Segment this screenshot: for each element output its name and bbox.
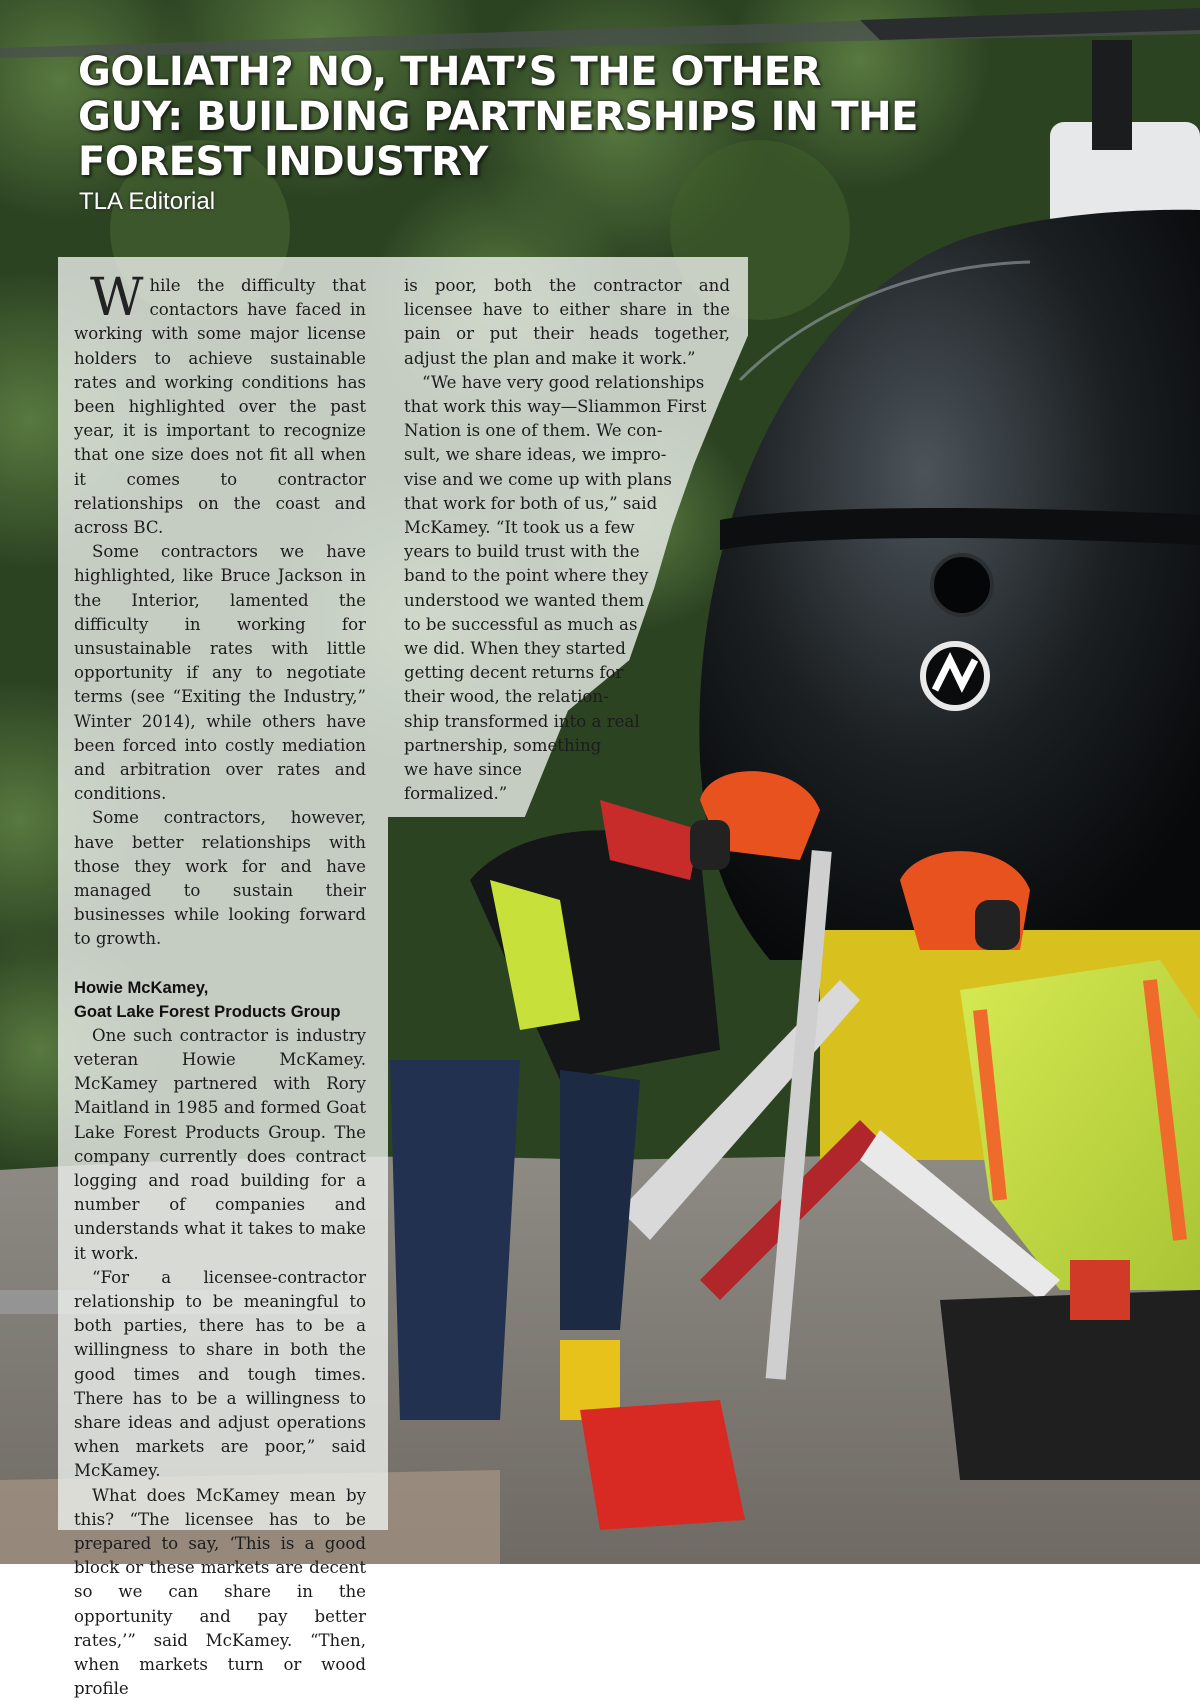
paragraph-8: [404, 371, 730, 807]
article-headline: GOLIATH? NO, THAT’S THE OTHER GUY: BUILDING PARTNERSHIPS IN THE FOREST INDUSTRY: [78, 49, 918, 185]
subhead-company: Goat Lake Forest Products Group: [74, 1001, 341, 1021]
quote-line: band to the point where they: [404, 566, 649, 586]
quote-line: that work this way—Sliammon First: [404, 397, 707, 417]
quote-line: understood we wanted them: [404, 590, 645, 610]
drop-cap: W: [90, 268, 144, 328]
quote-line: sult, we share ideas, we impro-: [404, 445, 667, 465]
quote-line: that work for both of us,” said: [404, 493, 658, 513]
quote-line: we did. When they started: [404, 639, 626, 659]
subhead-name: Howie McKamey,: [74, 977, 209, 997]
paragraph-5: “For a licensee-contractor relationship to be meaningful to both parties, there has to be a willingness to share in both the good times and tough times. There has to be a willingness to share ideas and adjust operations when markets are poor,” said McKamey.: [74, 1267, 366, 1481]
quote-line: vise and we come up with plans: [404, 469, 672, 489]
paragraph-6: What does McKamey mean by this? “The licensee has to be prepared to say, ‘This is a good block or these markets are decent so we can share in the opportunity and pay better rates,’” said McKamey. “Then, when markets turn or wood profile: [74, 1485, 366, 1699]
paragraph-3: Some contractors, however, have better relationships with those they work for and have managed to sustain their businesses while looking forward to growth.: [74, 808, 366, 949]
paragraph-4: One such contractor is industry veteran Howie McKamey. McKamey partnered with Rory Maitland in 1985 and formed Goat Lake Forest Products Group. The company currently does contract logging and road building for a number of companies and understands what it takes to make it work.: [74, 1025, 366, 1263]
paragraph-2: Some contractors we have highlighted, like Bruce Jackson in the Interior, lamented the difficulty in working for unsustainable rates with little opportunity if any to negotiate terms (see “Exiting the Industry,” Winter 2014), while others have been forced into costly mediation and arbitration over rates and conditions.: [74, 542, 366, 804]
quote-line: getting decent returns for: [404, 663, 624, 683]
paragraph-1-text: hile the difficulty that contactors have faced in working with some major license holders to achieve sustainable rates and working conditions has been highlighted over the past year, it is important to recognize that one size does not fit all when it comes to contractor relationships on the coast and across BC.: [74, 276, 366, 538]
quote-line: McKamey. “It took us a few: [404, 518, 635, 538]
section-subhead: [74, 976, 366, 1024]
text-column-left: [74, 268, 366, 1701]
paragraph-1: [74, 268, 366, 540]
quote-line: Nation is one of them. We con-: [404, 421, 663, 441]
quote-line: ship transformed into a real: [404, 711, 640, 731]
quote-line: their wood, the relation-: [404, 687, 609, 707]
quote-line: we have since: [404, 760, 522, 780]
quote-line: “We have very good relationships: [422, 372, 705, 392]
article-byline: TLA Editorial: [79, 188, 216, 215]
text-column-right: [404, 274, 730, 806]
quote-line: to be successful as much as: [404, 614, 638, 634]
quote-line: partnership, something: [404, 735, 602, 755]
quote-line: formalized.”: [404, 784, 508, 804]
quote-line: years to build trust with the: [404, 542, 640, 562]
paragraph-7: is poor, both the contractor and licensee have to either share in the pain or put their heads together, adjust the plan and make it work.”: [404, 276, 730, 368]
